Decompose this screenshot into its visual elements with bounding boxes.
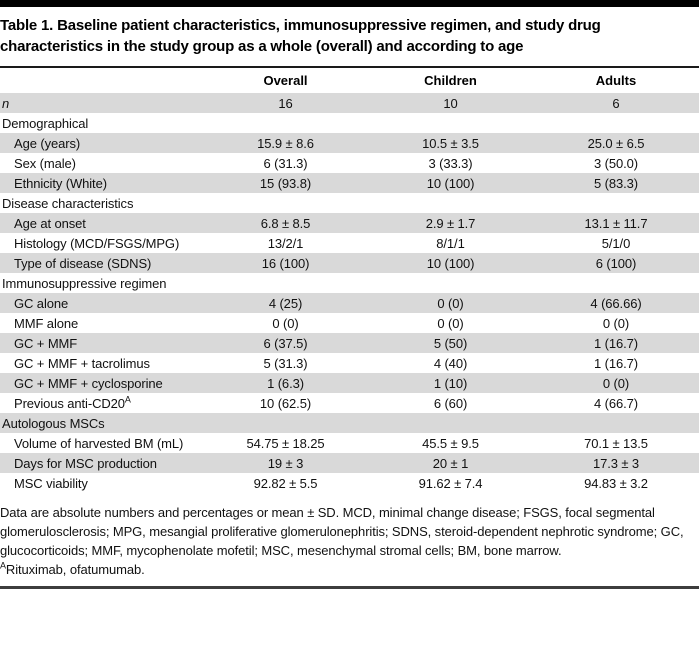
row-label-text: Sex (male) (14, 155, 76, 171)
cell-value: 4 (66.66) (590, 295, 642, 311)
cell-value: 6 (60) (433, 395, 468, 411)
cell-value: 1 (16.7) (593, 335, 638, 351)
baseline-characteristics-table (0, 66, 699, 493)
row-label-text: Age at onset (14, 215, 86, 231)
row-label (0, 333, 203, 353)
row-label-text: Demographical (2, 115, 89, 131)
table-body (0, 93, 699, 493)
row-label-text: Age (years) (14, 135, 81, 151)
table-row (0, 313, 699, 333)
section-row (0, 193, 699, 213)
cell-value: 16 (278, 95, 293, 111)
header-row (0, 67, 699, 93)
cell-value: 19 ± 3 (267, 455, 304, 471)
cell-value: 1 (10) (433, 375, 468, 391)
cell-value: 0 (0) (602, 315, 630, 331)
cell-value: 13.1 ± 11.7 (584, 215, 648, 231)
table-row (0, 333, 699, 353)
table-row (0, 393, 699, 413)
table-row (0, 293, 699, 313)
table-footnotes (0, 503, 699, 579)
row-label-text: MSC viability (14, 475, 88, 491)
cell-value: 94.83 ± 3.2 (584, 475, 648, 491)
cell-value: 0 (0) (437, 295, 464, 311)
cell-value: 5 (50) (433, 335, 468, 351)
cell-value: 6 (612, 95, 620, 111)
cell-value: 10 (62.5) (259, 395, 312, 411)
row-label-text: Autologous MSCs (2, 415, 105, 431)
row-label-text: Days for MSC production (14, 455, 157, 471)
row-label-text: GC + MMF + cyclosporine (14, 375, 163, 391)
cell-value: 10.5 ± 3.5 (422, 135, 479, 151)
row-label (0, 273, 699, 293)
cell-value: 6.8 ± 8.5 (260, 215, 311, 231)
row-label (0, 473, 203, 493)
section-row (0, 113, 699, 133)
row-label (0, 293, 203, 313)
row-label (0, 153, 203, 173)
cell-value: 17.3 ± 3 (592, 455, 640, 471)
cell-value: 13/2/1 (267, 235, 304, 251)
row-label-text: n (2, 95, 10, 111)
cell-value: 2.9 ± 1.7 (425, 215, 476, 231)
table-header (0, 67, 699, 93)
row-label (0, 453, 203, 473)
row-label (0, 173, 203, 193)
row-label-text: Previous anti-CD20 (14, 395, 125, 411)
footnote-marker: A (124, 394, 131, 405)
cell-value: 5 (31.3) (263, 355, 308, 371)
cell-value: 10 (443, 95, 458, 111)
cell-value: 4 (25) (268, 295, 303, 311)
table-row (0, 353, 699, 373)
cell-value: 10 (100) (426, 175, 475, 191)
cell-value: 8/1/1 (436, 235, 465, 251)
row-label (0, 353, 203, 373)
footnote-text: Data are absolute numbers and percentages or mean ± SD. MCD, minimal change disease; FSGS, focal segmental glomerulosclerosis; MPG, mesangial proliferative glomerulonephritis; SDNS, steroid-dependent nephrotic syndrome; GC, glucocorticoids; MMF, mycophenolate mofetil; MSC, mesenchymal stromal cells; BM, bone marrow. (0, 505, 684, 558)
header-cell-children: Children (424, 73, 477, 88)
row-label (0, 413, 699, 433)
table-bottom-rule (0, 586, 699, 589)
cell-value: 6 (100) (595, 255, 637, 271)
row-label (0, 253, 203, 273)
row-label-text: Ethnicity (White) (14, 175, 107, 191)
section-row (0, 273, 699, 293)
table-row (0, 173, 699, 193)
table-row (0, 253, 699, 273)
table-row (0, 233, 699, 253)
row-label-text: GC + MMF (14, 335, 78, 351)
cell-value: 5/1/0 (601, 235, 631, 251)
footnote-marker: A (0, 560, 6, 571)
cell-value: 6 (37.5) (263, 335, 308, 351)
row-label (0, 193, 699, 213)
header-cell-overall: Overall (263, 73, 308, 88)
cell-value: 10 (100) (426, 255, 475, 271)
cell-value: 15 (93.8) (259, 175, 312, 191)
row-label-text: GC + MMF + tacrolimus (14, 355, 150, 371)
row-label-text: Immunosuppressive regimen (2, 275, 167, 291)
row-label (0, 113, 699, 133)
row-label-text: Type of disease (SDNS) (14, 255, 152, 271)
table-row (0, 453, 699, 473)
footnote-line (0, 560, 699, 579)
footnote-line (0, 503, 699, 560)
row-label-text: Histology (MCD/FSGS/MPG) (14, 235, 180, 251)
row-label (0, 373, 203, 393)
table-row (0, 373, 699, 393)
header-cell-adults: Adults (595, 73, 637, 88)
row-label (0, 213, 203, 233)
cell-value: 15.9 ± 8.6 (257, 135, 314, 151)
row-label (0, 233, 203, 253)
row-label-text: Disease characteristics (2, 195, 134, 211)
cell-value: 6 (31.3) (263, 155, 308, 171)
cell-value: 91.62 ± 7.4 (418, 475, 483, 491)
row-label (0, 313, 203, 333)
table-row (0, 213, 699, 233)
cell-value: 1 (16.7) (593, 355, 638, 371)
cell-value: 0 (0) (602, 375, 630, 391)
cell-value: 4 (66.7) (593, 395, 638, 411)
row-label (0, 133, 203, 153)
cell-value: 3 (50.0) (593, 155, 638, 171)
row-label (0, 93, 203, 113)
table-row (0, 473, 699, 493)
cell-value: 3 (33.3) (428, 155, 473, 171)
section-row (0, 413, 699, 433)
row-label (0, 433, 203, 453)
table-row (0, 433, 699, 453)
footnote-text: Rituximab, ofatumumab. (5, 562, 145, 577)
table-row (0, 153, 699, 173)
table-title: Table 1. Baseline patient characteristics, immunosuppressive regimen, and study drug characteristics in the study group as a whole (overall) and according to age (0, 17, 601, 55)
table-row (0, 133, 699, 153)
cell-value: 92.82 ± 5.5 (253, 475, 318, 491)
cell-value: 5 (83.3) (593, 175, 638, 191)
cell-value: 54.75 ± 18.25 (246, 435, 325, 451)
row-label (0, 393, 203, 413)
cell-value: 70.1 ± 13.5 (584, 435, 648, 451)
cell-value: 4 (40) (433, 355, 468, 371)
table-row (0, 93, 699, 113)
cell-value: 20 ± 1 (432, 455, 469, 471)
row-label-text: GC alone (14, 295, 69, 311)
table-top-rule (0, 0, 699, 7)
row-label-text: Volume of harvested BM (mL) (14, 435, 184, 451)
cell-value: 0 (0) (272, 315, 299, 331)
header-cell-empty (0, 67, 203, 93)
cell-value: 1 (6.3) (267, 375, 304, 391)
cell-value: 16 (100) (261, 255, 310, 271)
cell-value: 0 (0) (437, 315, 464, 331)
row-label-text: MMF alone (14, 315, 79, 331)
cell-value: 25.0 ± 6.5 (587, 135, 645, 151)
cell-value: 45.5 ± 9.5 (422, 435, 479, 451)
